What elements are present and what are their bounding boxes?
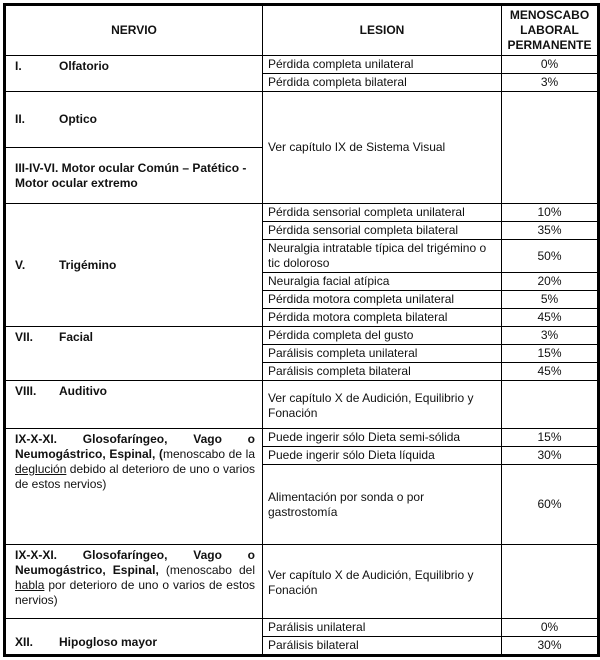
table-row: [5, 56, 599, 74]
lesion-cell: Pérdida motora completa unilateral: [263, 291, 502, 309]
nerve-description-underlined: deglución: [15, 462, 67, 476]
pct-cell: 50%: [502, 240, 599, 273]
lesion-cell: Ver capítulo IX de Sistema Visual: [263, 92, 502, 204]
nerve-cell-glosofaringeo-habla: [5, 545, 263, 619]
lesion-cell: Ver capítulo X de Audición, Equilibrio y Fonación: [263, 545, 502, 619]
nerve-description-underlined: habla: [15, 578, 45, 592]
lesion-cell: Parálisis completa bilateral: [263, 363, 502, 381]
nerve-name: IX-X-XI. Glosofaríngeo, Vago o Neumogástrico, Espinal,: [15, 548, 255, 577]
nerve-numeral: VII.: [15, 330, 34, 344]
nerve-name: Trigémino: [59, 257, 117, 272]
table-row: [5, 204, 599, 222]
nerve-numeral: XII.: [15, 635, 34, 649]
nerve-cell-motor-ocular: III-IV-VI. Motor ocular Común – Patético - Motor ocular extremo: [5, 148, 263, 204]
pct-cell: 0%: [502, 56, 599, 74]
lesion-cell: Alimentación por sonda o por gastrostomía: [263, 465, 502, 545]
lesion-cell: Pérdida completa unilateral: [263, 56, 502, 74]
nerve-description: (menoscabo del: [165, 563, 255, 577]
pct-cell: 5%: [502, 291, 599, 309]
lesion-cell: Parálisis unilateral: [263, 619, 502, 637]
header-menoscabo: MENOSCABO LABORAL PERMANENTE: [502, 5, 599, 56]
lesion-cell: Neuralgia intratable típica del trigémino o tic doloroso: [263, 240, 502, 273]
nerve-cell-glosofaringeo-deglucion: [5, 429, 263, 545]
lesion-cell: Pérdida sensorial completa bilateral: [263, 222, 502, 240]
pct-cell: 35%: [502, 222, 599, 240]
pct-cell: 45%: [502, 309, 599, 327]
nerve-numeral: V.: [15, 257, 26, 272]
pct-cell: [502, 545, 599, 619]
nerve-name: Auditivo: [59, 384, 107, 398]
nerve-description: por deterioro de uno o varios de estos nervios): [15, 578, 255, 607]
lesion-cell: Pérdida completa del gusto: [263, 327, 502, 345]
nerve-name: Facial: [59, 330, 94, 344]
table-row: [5, 429, 599, 447]
pct-cell: [502, 381, 599, 429]
nerve-cell-optico: [5, 92, 263, 148]
header-lesion: LESION: [263, 5, 502, 56]
nerve-numeral: I.: [15, 59, 22, 73]
nerve-name: Optico: [59, 112, 97, 126]
pct-cell: 3%: [502, 74, 599, 92]
lesion-cell: Parálisis bilateral: [263, 637, 502, 656]
table-row: [5, 619, 599, 637]
lesion-cell: Neuralgia facial atípica: [263, 273, 502, 291]
pct-cell: 3%: [502, 327, 599, 345]
lesion-cell: Pérdida sensorial completa unilateral: [263, 204, 502, 222]
lesion-cell: Ver capítulo X de Audición, Equilibrio y Fonación: [263, 381, 502, 429]
nerve-cell-olfatorio: [5, 56, 263, 92]
lesion-cell: Parálisis completa unilateral: [263, 345, 502, 363]
nerve-numeral: VIII.: [15, 384, 37, 398]
nerve-cell-auditivo: [5, 381, 263, 429]
pct-cell: 45%: [502, 363, 599, 381]
lesion-cell: Pérdida motora completa bilateral: [263, 309, 502, 327]
pct-cell: 10%: [502, 204, 599, 222]
pct-cell: 30%: [502, 447, 599, 465]
table-row: [5, 327, 599, 345]
nerve-name: Hipogloso mayor: [59, 635, 158, 649]
nerve-cell-hipogloso: [5, 619, 263, 656]
lesion-cell: Pérdida completa bilateral: [263, 74, 502, 92]
pct-cell: [502, 92, 599, 204]
pct-cell: 15%: [502, 345, 599, 363]
nerve-cell-trigemino: [5, 204, 263, 327]
lesion-cell: Puede ingerir sólo Dieta semi-sólida: [263, 429, 502, 447]
table-row: [5, 92, 599, 148]
table-row: [5, 545, 599, 619]
nerve-description: menoscabo de la: [162, 447, 255, 461]
header-row: [5, 5, 599, 56]
nerve-name: Olfatorio: [59, 59, 109, 73]
pct-cell: 0%: [502, 619, 599, 637]
lesion-cell: Puede ingerir sólo Dieta líquida: [263, 447, 502, 465]
nerve-numeral: II.: [15, 112, 26, 126]
cranial-nerve-impairment-table: [3, 3, 600, 657]
nerve-description: debido al deterioro de uno o varios de estos nervios): [15, 462, 255, 491]
pct-cell: 60%: [502, 465, 599, 545]
table-row: [5, 381, 599, 429]
nerve-name: IX-X-XI. Glosofaríngeo, Vago o Neumogástrico, Espinal, (: [15, 432, 255, 461]
pct-cell: 20%: [502, 273, 599, 291]
pct-cell: 30%: [502, 637, 599, 656]
pct-cell: 15%: [502, 429, 599, 447]
header-nervio: NERVIO: [5, 5, 263, 56]
nerve-cell-facial: [5, 327, 263, 381]
